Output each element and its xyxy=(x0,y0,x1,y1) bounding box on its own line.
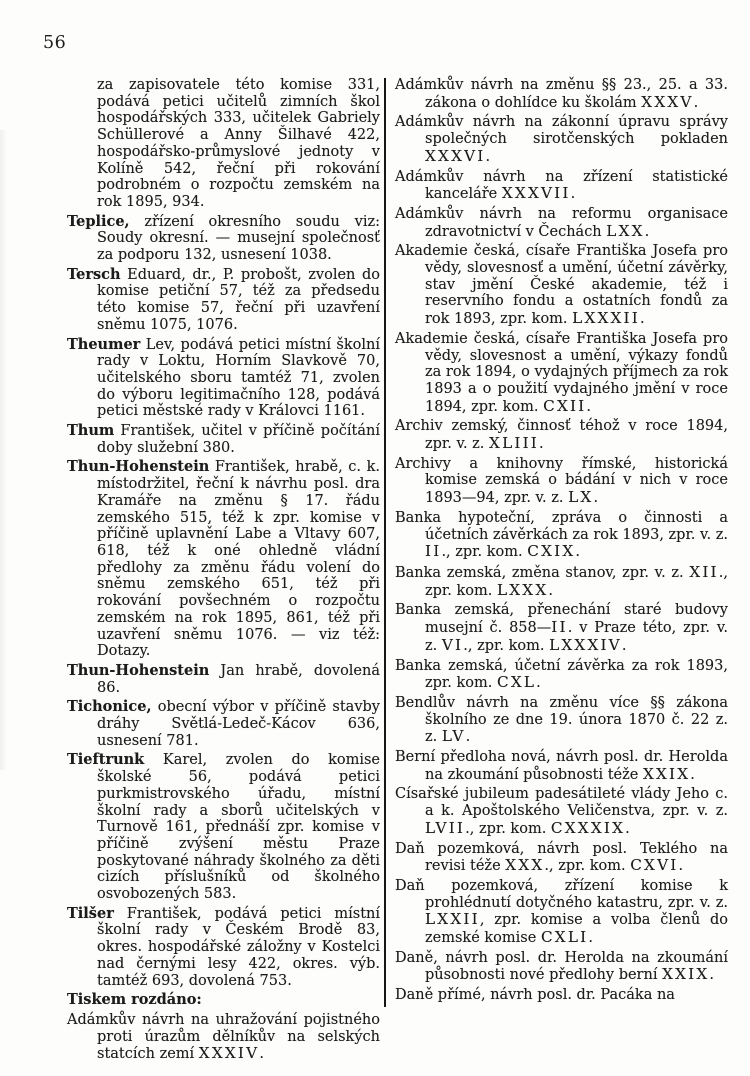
index-entry xyxy=(395,77,728,111)
entry-text: zřízení okresního soudu viz: Soudy okresní. — musejní společnosť za podporu 132, usnesení 1038. xyxy=(97,213,380,264)
entry-text: za zapisovatele této komise 331, podává petici učitelů zimních škol hospodářských 333, učitelek Gabriely Schüllerové a Anny Šilhavé 422, hospodářsko-průmyslové jednoty v Kolíně 542, řeční při rokování podrobném o rozpočtu zemském na rok 1895, 934. xyxy=(97,77,380,210)
index-entry xyxy=(395,878,728,947)
index-entry xyxy=(395,456,728,507)
index-entry xyxy=(67,267,380,334)
entry-text: Archiv zemský, činnosť téhož v roce 1894, zpr. v. z. XLIII. xyxy=(395,418,728,453)
entry-headword: Tiskem rozdáno: xyxy=(67,991,202,1009)
entry-text: Banka zemská, změna stanov, zpr. v. z. XII., zpr. kom. LXXX. xyxy=(395,562,728,599)
entry-headword: Tersch xyxy=(67,265,121,283)
index-entry xyxy=(395,658,728,692)
entry-text: František, podává petici místní školní rady v Českém Brodě 83, okres. hospodářské záložny v Kostelci nad černými lesy 422, okres. výb. tamtéž 693, dovolená 753. xyxy=(97,905,380,989)
entry-headword: Tichonice, xyxy=(67,698,152,716)
entry-text: Banka zemská, účetní závěrka za rok 1893, zpr. kom. CXL. xyxy=(395,657,728,692)
entry-text: Císařské jubileum padesátileté vlády Jeho c. a k. Apoštolského Veličenstva, zpr. v. z. LVII., zpr. kom. CXXXIX. xyxy=(395,786,728,837)
index-entry xyxy=(395,331,728,416)
index-entry xyxy=(395,950,728,984)
index-entry xyxy=(395,418,728,452)
entry-text: obecní výbor v příčině stavby dráhy Světlá-Ledeč-Kácov 636, usnesení 781. xyxy=(97,699,380,749)
entry-text: Berní předloha nová, návrh posl. dr. Herolda na zkoumání působnosti téže XXIX. xyxy=(395,749,728,783)
index-entry xyxy=(67,214,380,264)
entry-headword: Tieftrunk xyxy=(67,751,145,769)
index-entry xyxy=(395,695,728,746)
index-entry xyxy=(395,206,728,240)
index-entry xyxy=(67,1012,380,1063)
entry-headword: Tilšer xyxy=(67,904,114,922)
index-entry xyxy=(395,786,728,837)
index-entry xyxy=(395,564,728,599)
scan-edge-shadow xyxy=(0,130,7,770)
entry-text: Daně, návrh posl. dr. Herolda na zkoumání působnosti nové předlohy berní XXIX. xyxy=(395,949,728,984)
index-entry xyxy=(395,987,728,1004)
index-entry xyxy=(395,169,728,203)
entry-text: Adámkův návrh na zřízení statistické kanceláře XXXVII. xyxy=(395,168,728,203)
entry-text: Bendlův návrh na změnu více §§ zákona školního ze dne 19. února 1870 č. 22 z. z. LV. xyxy=(395,694,728,746)
entry-text: Archivy a knihovny římské, historická komise zemská o bádání v nich v roce 1893—94, zpr. v. z. LX. xyxy=(395,455,728,507)
entry-text: Akademie česká, císaře Františka Josefa pro vědy, slovesnost a umění, výkazy fondů za rok 1894, o vydajných příjmech za rok 1893 a o použití vydajného jmění v roce 1894, zpr. kom. CXII. xyxy=(395,330,728,415)
entry-text: František, hrabě, c. k. místodržitel, řeční k návrhu posl. dra Kramáře na změnu § 17. řádu zemského 515, též k zpr. komise v příčině uplavnění Labe a Vltavy 607, 618, též k oné ohledně vládní předlohy za změnu řádu volení do sněmu zemského 651, též při rokování povšechném o rozpočtu zemském na rok 1895, 861, též při uzavření sněmu 1076. — viz též: Dotazy. xyxy=(97,459,380,660)
entry-text: Adámkův návrh na reformu organisace zdravotnictví v Čechách LXX. xyxy=(395,205,728,240)
entry-text: Adámkův návrh na změnu §§ 23., 25. a 33. zákona o dohlídce ku školám XXXV. xyxy=(395,77,728,111)
index-entry xyxy=(395,749,728,783)
index-entry xyxy=(67,663,380,696)
index-entry xyxy=(67,699,380,749)
page-number: 56 xyxy=(43,33,67,53)
index-entry xyxy=(395,841,728,875)
entry-text: Jan hrabě, dovolená 86. xyxy=(97,662,380,696)
continuation-paragraph xyxy=(67,77,380,211)
entry-text: Banka zemská, přenechání staré budovy musejní č. 858—II. v Praze této, zpr. v. z. VI., zpr. kom. LXXXIV. xyxy=(395,602,728,654)
index-entry xyxy=(395,602,728,654)
entry-text: Karel, zvolen do komise školské 56, podává petici purkmistrovského úřadu, místní školní rady a sborů učitelských v Turnově 161, přednáší zpr. komise v příčině zvýšení městu Praze poskytované náhrady školného za děti cizích příslušníků od školného osvobozených 583. xyxy=(97,752,381,903)
index-entry xyxy=(67,752,380,902)
entry-text: Akademie česká, císaře Františka Josefa pro vědy, slovesnosť a umění, účetní závěrky, stav jmění České akademie, též i reservního fondu a ostatních fondů za rok 1893, zpr. kom. LXXXII. xyxy=(395,243,728,328)
index-entry xyxy=(395,114,728,165)
entry-text: Banka hypoteční, zpráva o činnosti a účetních závěrkách za rok 1893, zpr. v. z. II., zpr. kom. CXIX. xyxy=(395,509,728,561)
entry-text: Eduard, dr., P. probošt, zvolen do komise petiční 57, též za předsedu této komise 57, řeční při uzavření sněmu 1075, 1076. xyxy=(97,266,380,333)
entry-headword: Thun-Hohenstein xyxy=(67,661,210,679)
entry-text: Adámkův návrh na zákonní úpravu správy společných sirotčenských pokladen XXXVI. xyxy=(395,114,728,165)
index-entry xyxy=(67,423,380,456)
entry-headword: Thun-Hohenstein xyxy=(67,458,210,476)
entry-text: Daně přímé, návrh posl. dr. Pacáka na xyxy=(395,987,675,1004)
entry-text: Adámkův návrh na uhražování pojistného proti úrazům dělníkův na selských statcích zemí XXXIV. xyxy=(67,1011,380,1063)
index-entry xyxy=(67,459,380,659)
entry-headword: Teplice, xyxy=(67,212,130,230)
text-columns xyxy=(67,77,728,1066)
index-entry xyxy=(67,906,380,990)
entry-text: Daň pozemková, zřízení komise k prohlédnutí dotyčného katastru, zpr. v. z. LXXII, zpr. komise a volba členů do zemské komise CXLI. xyxy=(395,877,728,947)
entry-headword: Thum xyxy=(67,422,115,440)
entry-text: František, učitel v příčině počítání doby služební 380. xyxy=(97,423,381,456)
entry-text: Lev, podává petici místní školní rady v Loktu, Horním Slavkově 70, učitelského sboru tamtéž 71, zvolen do výboru legitimačního 128, podává petici městské rady v Královci 1161. xyxy=(97,336,380,420)
index-entry xyxy=(395,243,728,328)
index-entry-section-heading xyxy=(67,992,380,1009)
text-column-left xyxy=(67,77,380,1066)
entry-text: Daň pozemková, návrh posl. Teklého na revisi téže XXX., zpr. kom. CXVI. xyxy=(395,840,728,875)
text-column-right xyxy=(395,77,728,1007)
entry-headword: Theumer xyxy=(67,335,141,353)
index-entry xyxy=(67,337,380,421)
index-entry xyxy=(395,510,728,561)
